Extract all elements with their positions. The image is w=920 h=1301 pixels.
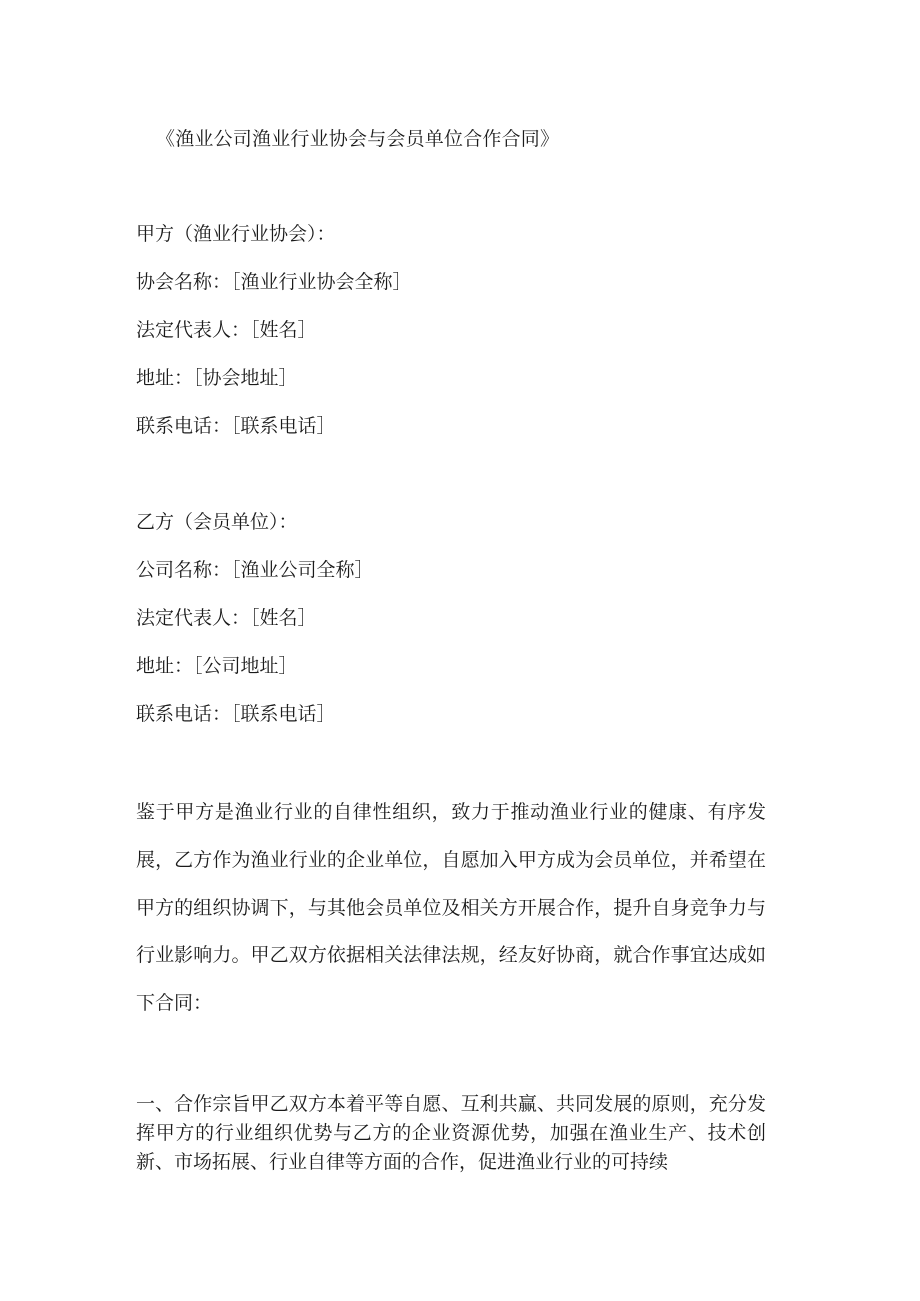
party-a-heading: 甲方（渔业行业协会）： bbox=[136, 223, 336, 245]
party-b-heading: 乙方（会员单位）： bbox=[136, 511, 298, 533]
party-b-name: 公司名称：［渔业公司全称］ bbox=[136, 559, 374, 581]
party-b-phone: 联系电话：［联系电话］ bbox=[136, 703, 336, 725]
party-a-representative: 法定代表人：［姓名］ bbox=[136, 319, 317, 341]
party-a-name: 协会名称：［渔业行业协会全称］ bbox=[136, 271, 412, 293]
party-b-representative: 法定代表人：［姓名］ bbox=[136, 607, 317, 629]
party-a-phone: 联系电话：［联系电话］ bbox=[136, 415, 336, 437]
preamble-paragraph: 鉴于甲方是渔业行业的自律性组织，致力于推动渔业行业的健康、有序发展，乙方作为渔业行业的企业单位，自愿加入甲方成为会员单位，并希望在甲方的组织协调下，与其他会员单位及相关方开展合作，提升自身竞争力与行业影响力。甲乙双方依据相关法律法规，经友好协商，就合作事宜达成如下合同： bbox=[136, 801, 766, 1015]
party-b-address: 地址：［公司地址］ bbox=[136, 655, 298, 677]
section-1-paragraph: 一、合作宗旨甲乙双方本着平等自愿、互利共赢、共同发展的原则，充分发挥甲方的行业组织优势与乙方的企业资源优势，加强在渔业生产、技术创新、市场拓展、行业自律等方面的合作，促进渔业行业的可持续 bbox=[136, 1093, 766, 1173]
document-title: 《渔业公司渔业行业协会与会员单位合作合同》 bbox=[156, 128, 560, 150]
party-a-address: 地址：［协会地址］ bbox=[136, 367, 298, 389]
